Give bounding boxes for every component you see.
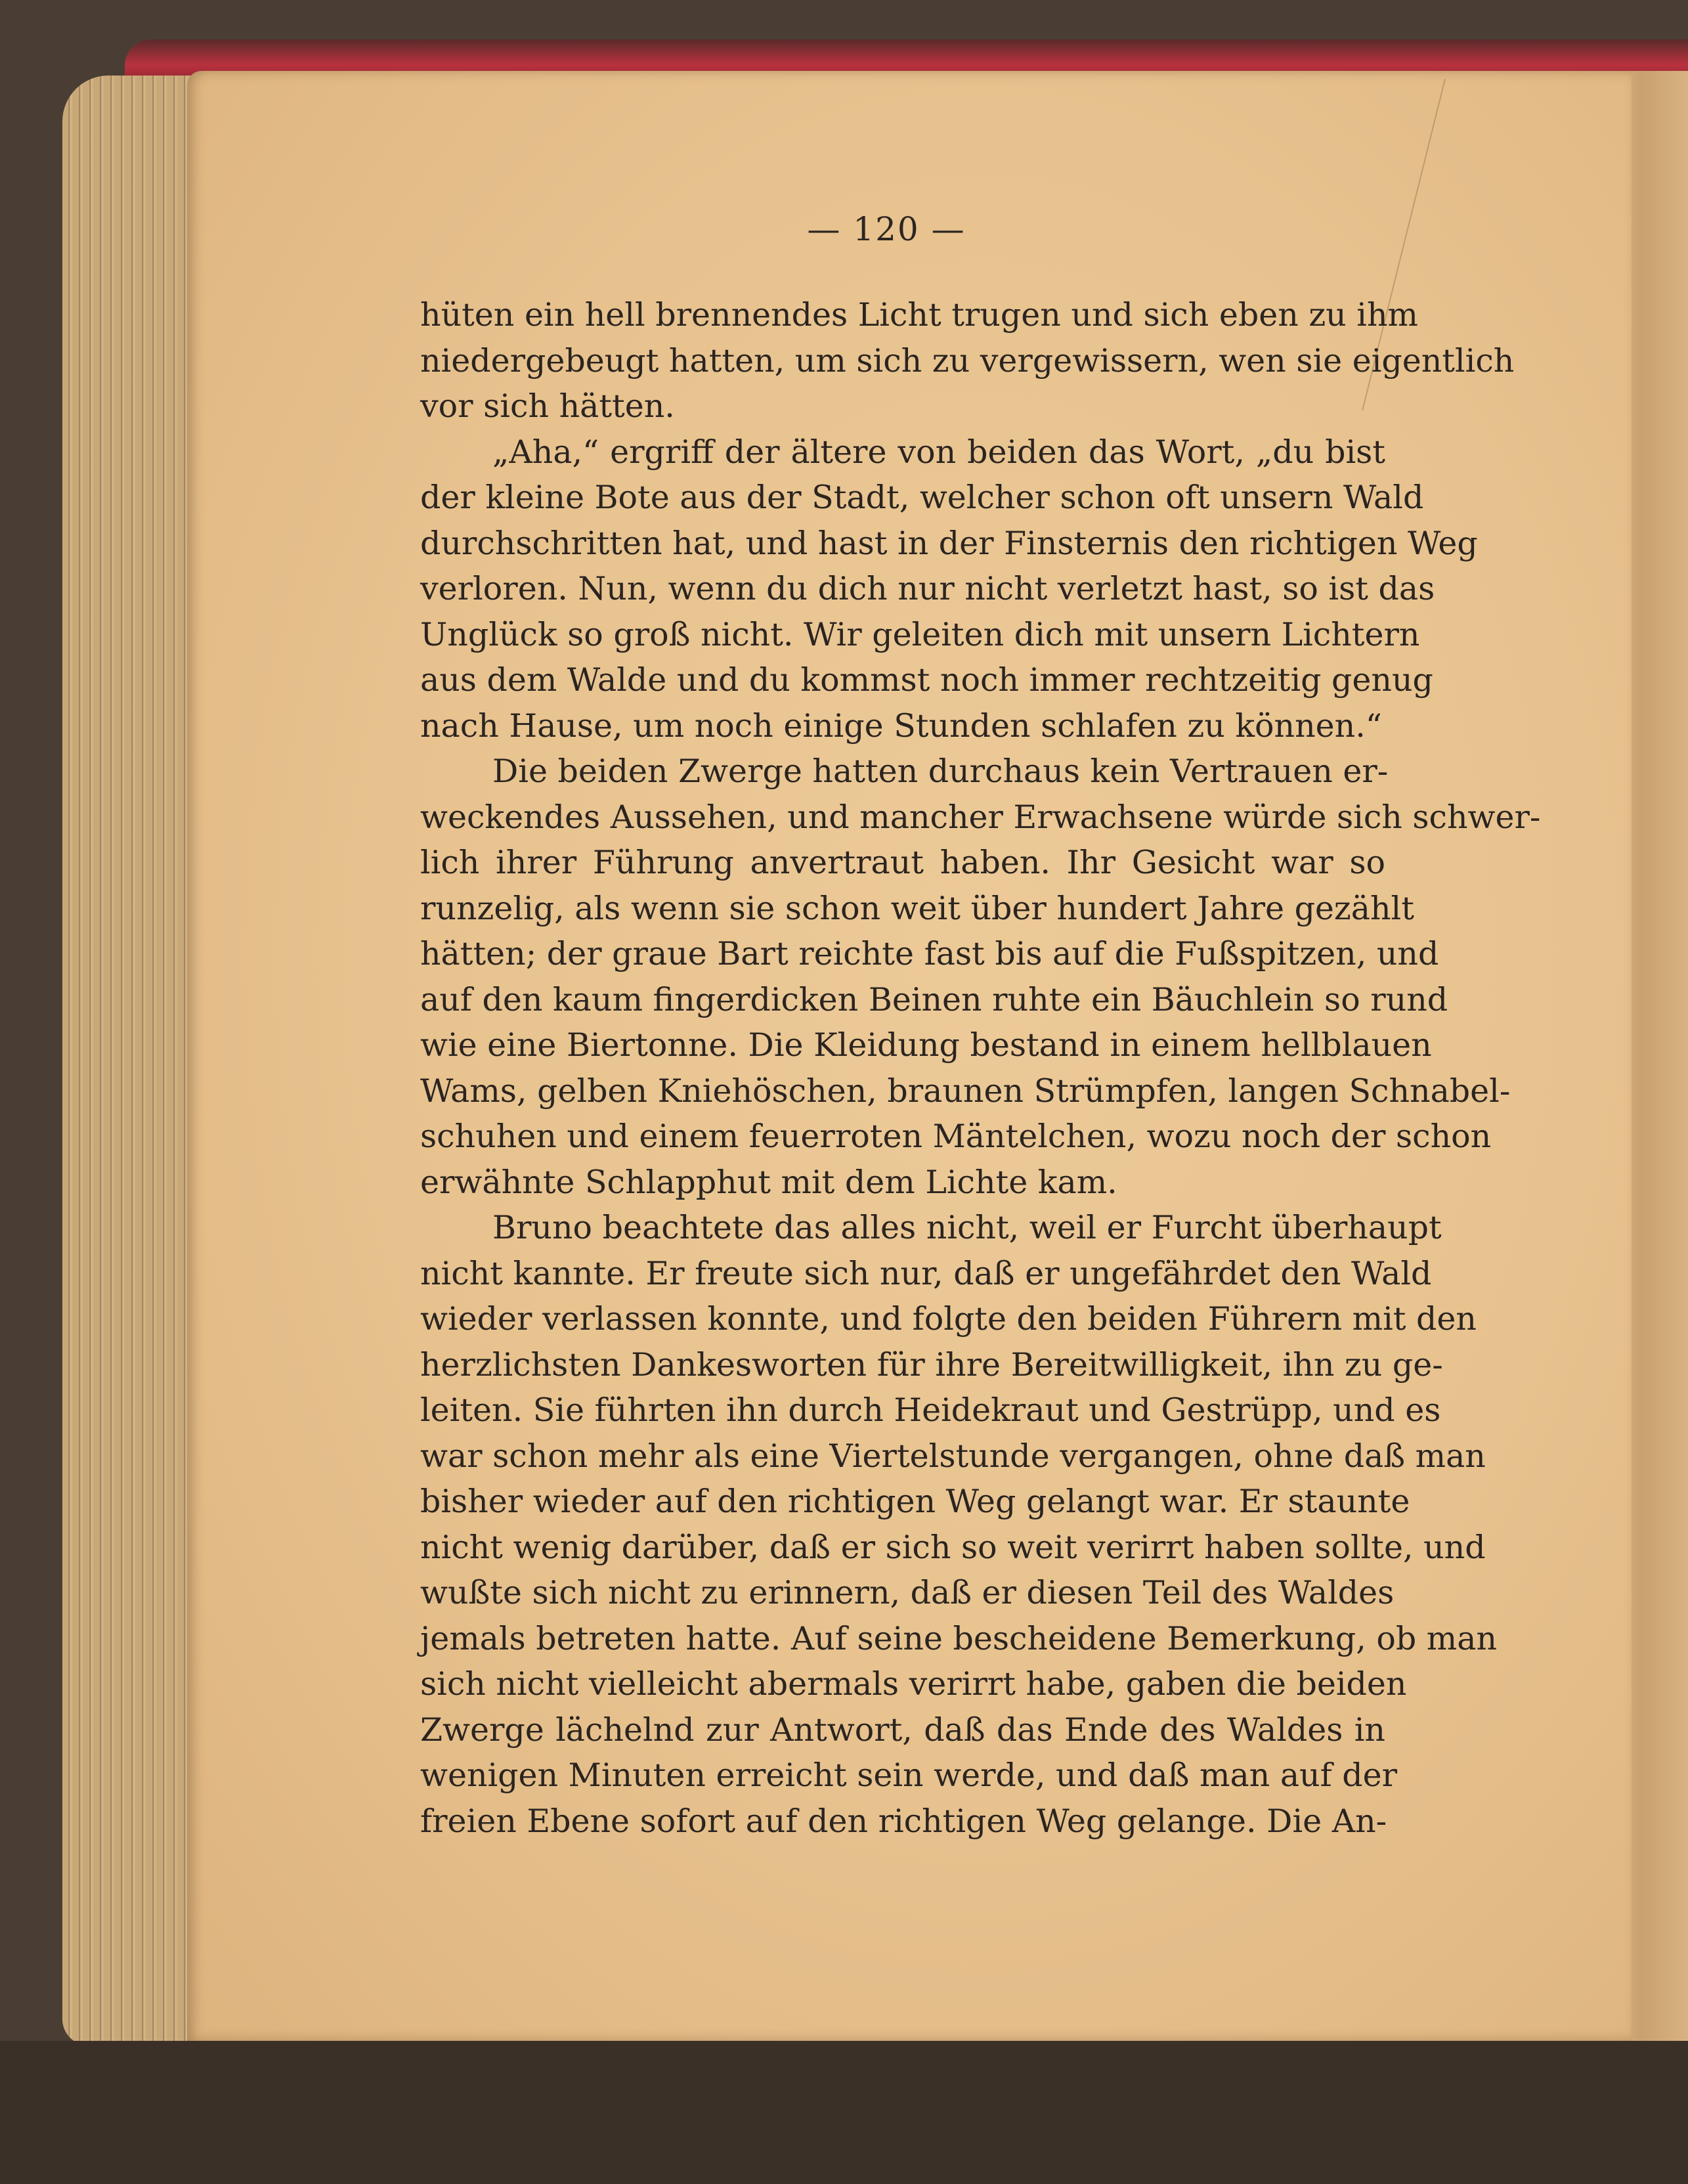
page-number: — 120 —	[807, 210, 966, 248]
bottom-shadow	[0, 2041, 1688, 2184]
text-line: niedergebeugt hatten, um sich zu vergewissern, wen sie eigentlich	[420, 341, 1515, 380]
text-line: lich ihrer Führung anvertraut haben. Ihr Gesicht war so	[420, 844, 1385, 881]
text-line: hätten; der graue Bart reichte fast bis auf die Fußspitzen, und	[420, 935, 1439, 972]
text-line: wieder verlassen konnte, und folgte den beiden Führern mit den	[420, 1300, 1477, 1338]
text-line: „Aha,“ ergriff der ältere von beiden das Wort, „du bist	[492, 433, 1385, 471]
text-line: Bruno beachtete das alles nicht, weil er Furcht überhaupt	[492, 1209, 1442, 1246]
text-line: herzlichsten Dankesworten für ihre Bereitwilligkeit, ihn zu ge-	[420, 1345, 1443, 1384]
text-line: sich nicht vielleicht abermals verirrt habe, gaben die beiden	[420, 1665, 1407, 1703]
text-line: war schon mehr als eine Viertelstunde vergangen, ohne daß man	[420, 1437, 1486, 1475]
text-line: wie eine Biertonne. Die Kleidung bestand in einem hellblauen	[420, 1026, 1432, 1064]
text-line: hüten ein hell brennendes Licht trugen und sich eben zu ihm	[420, 296, 1419, 334]
text-line: auf den kaum fingerdicken Beinen ruhte ein Bäuchlein so rund	[420, 980, 1448, 1018]
text-line: nicht kannte. Er freute sich nur, daß er ungefährdet den Wald	[420, 1254, 1432, 1292]
text-line: bisher wieder auf den richtigen Weg gelangt war. Er staunte	[420, 1483, 1410, 1520]
body-text	[420, 292, 1541, 1844]
text-line: aus dem Walde und du kommst noch immer rechtzeitig genug	[420, 661, 1433, 699]
text-line: schuhen und einem feuerroten Mäntelchen, wozu noch der schon	[420, 1118, 1492, 1155]
text-line: erwähnte Schlapphut mit dem Lichte kam.	[420, 1163, 1117, 1201]
text-line: freien Ebene sofort auf den richtigen Weg gelange. Die An-	[420, 1802, 1387, 1840]
text-line: Zwerge lächelnd zur Antwort, daß das Ende des Waldes in	[420, 1711, 1385, 1749]
text-line: nach Hause, um noch einige Stunden schlafen zu können.“	[420, 707, 1382, 745]
text-line: der kleine Bote aus der Stadt, welcher schon oft unsern Wald	[420, 479, 1424, 516]
text-line: runzelig, als wenn sie schon weit über hundert Jahre gezählt	[420, 889, 1414, 927]
text-line: wußte sich nicht zu erinnern, daß er diesen Teil des Waldes	[420, 1574, 1395, 1611]
text-line: jemals betreten hatte. Auf seine bescheidene Bemerkung, ob man	[420, 1619, 1498, 1657]
text-line: Wams, gelben Kniehöschen, braunen Strümpfen, langen Schnabel-	[420, 1072, 1511, 1110]
page-edges	[62, 76, 194, 2045]
text-line: durchschritten hat, und hast in der Finsternis den richtigen Weg	[420, 524, 1478, 562]
text-line: Die beiden Zwerge hatten durchaus kein Vertrauen er-	[492, 753, 1389, 790]
text-line: vor sich hätten.	[420, 387, 675, 425]
text-line: Unglück so groß nicht. Wir geleiten dich mit unsern Lichtern	[420, 615, 1420, 653]
text-line: verloren. Nun, wenn du dich nur nicht verletzt hast, so ist das	[420, 570, 1435, 607]
text-line: nicht wenig darüber, daß er sich so weit verirrt haben sollte, und	[420, 1528, 1486, 1566]
text-line: weckendes Aussehen, und mancher Erwachsene würde sich schwer-	[420, 798, 1541, 836]
text-line: wenigen Minuten erreicht sein werde, und daß man auf der	[420, 1757, 1398, 1794]
text-line: leiten. Sie führten ihn durch Heidekraut und Gestrüpp, und es	[420, 1391, 1441, 1429]
